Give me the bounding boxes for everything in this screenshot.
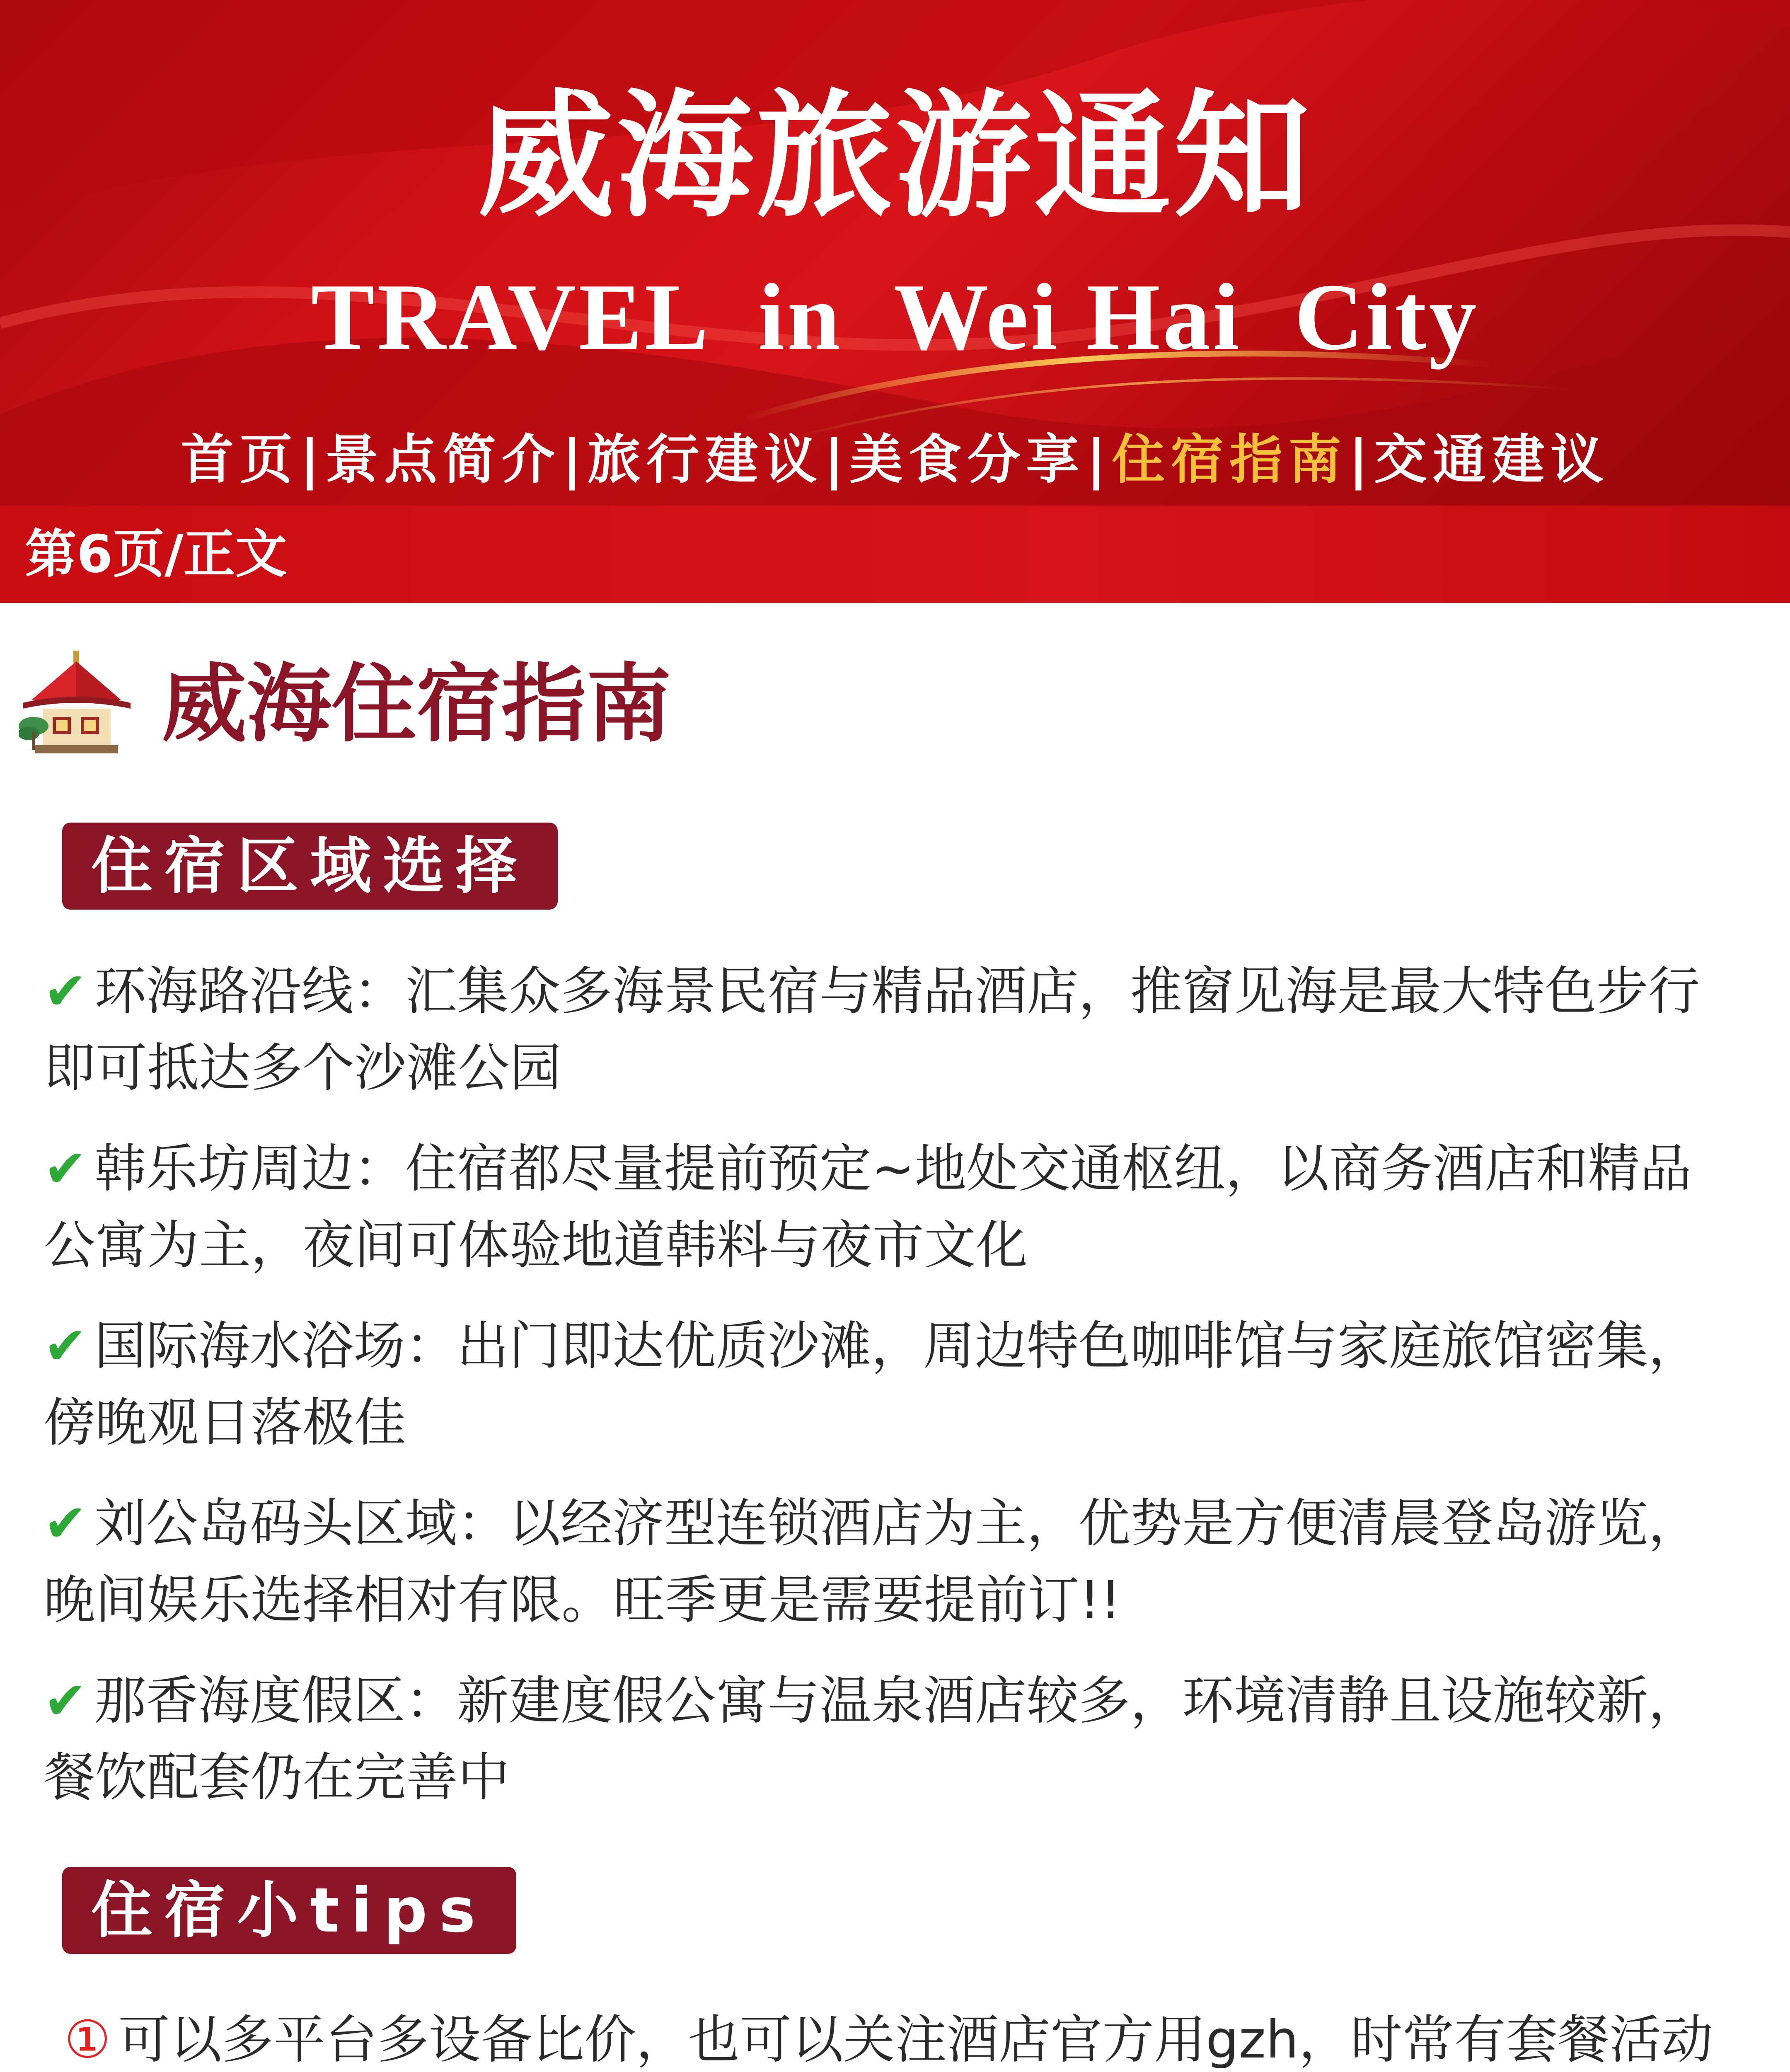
area-item-text: 环海路沿线：汇集众多海景民宿与精品酒店，推窗见海是最大特色步行即可抵达多个沙滩公园 [44, 961, 1700, 1098]
top-navigation [0, 419, 1790, 501]
nav-separator: | [1349, 429, 1368, 491]
page-indicator: 第6页/正文 [25, 524, 287, 584]
check-icon: ✔ [44, 1316, 87, 1376]
number-badge: ① [64, 2010, 111, 2070]
check-icon: ✔ [44, 1671, 87, 1731]
nav-separator: | [300, 429, 319, 491]
tips-label: 住宿小tips [62, 1867, 516, 1954]
check-icon: ✔ [44, 961, 87, 1021]
nav-item-accommodation[interactable]: 住宿指南 [1112, 429, 1347, 491]
nav-item-home[interactable]: 首页 [181, 429, 299, 491]
list-item [44, 953, 1734, 1106]
list-item [44, 1663, 1734, 1816]
nav-item-travel-tips[interactable]: 旅行建议 [587, 429, 823, 491]
area-item-text: 刘公岛码头区域：以经济型连锁酒店为主，优势是方便清晨登岛游览，晚间娱乐选择相对有限。旺季更是需要提前订!! [44, 1493, 1700, 1630]
page-indicator-bar [0, 506, 1790, 603]
list-item [44, 1130, 1734, 1284]
nav-separator: | [562, 429, 582, 491]
area-item-text: 韩乐坊周边：住宿都尽量提前预定~地处交通枢纽，以商务酒店和精品公寓为主，夜间可体验地道韩料与夜市文化 [44, 1139, 1692, 1276]
area-item-text: 那香海度假区：新建度假公寓与温泉酒店较多，环境清静且设施较新，餐饮配套仍在完善中 [44, 1671, 1700, 1808]
list-item [44, 1485, 1734, 1639]
list-item [64, 2002, 1742, 2072]
nav-item-food[interactable]: 美食分享 [849, 429, 1085, 491]
tip-text: 可以多平台多设备比价，也可以关注酒店官方用gzh，时常有套餐活动 [118, 2010, 1713, 2070]
tips-list [64, 2002, 1742, 2072]
section-title: 威海住宿指南 [162, 655, 671, 754]
page-title: 威海旅游通知 [477, 75, 1313, 236]
area-list [44, 953, 1734, 1816]
check-icon: ✔ [44, 1493, 87, 1554]
header-banner [0, 0, 1790, 603]
list-item [44, 1308, 1734, 1461]
check-icon: ✔ [44, 1139, 87, 1199]
area-item-text: 国际海水浴场：出门即达优质沙滩，周边特色咖啡馆与家庭旅馆密集，傍晚观日落极佳 [44, 1316, 1700, 1453]
page-subtitle: TRAVEL in Wei Hai City [311, 264, 1479, 370]
nav-separator: | [824, 429, 844, 491]
nav-item-transport[interactable]: 交通建议 [1374, 429, 1609, 491]
area-selection-label: 住宿区域选择 [62, 823, 558, 910]
nav-item-attractions[interactable]: 景点简介 [325, 429, 561, 491]
pagoda-house-icon [19, 651, 143, 758]
nav-separator: | [1086, 429, 1106, 491]
